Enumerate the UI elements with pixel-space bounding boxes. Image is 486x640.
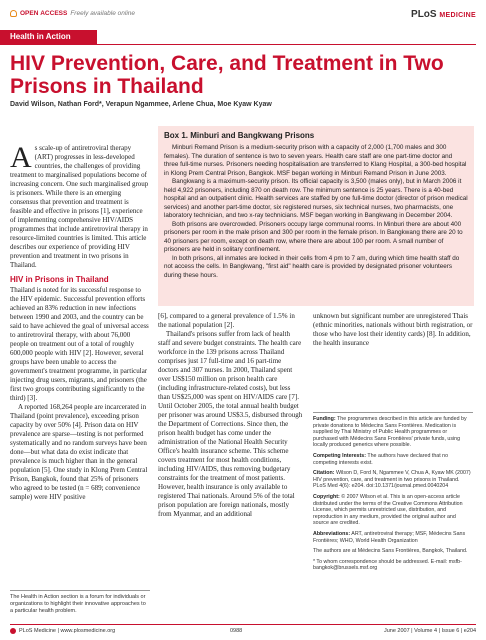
abbreviations-note: Abbreviations: ART, antiretroviral therapy; MSF, Médecins Sans Frontières; WHO, World Health Organization <box>313 530 466 544</box>
funding-note: Funding: The programmes described in this article are funded by private donations to Médecins Sans Frontières. Medication is supplied by Thai Ministry of Public Health programmes or purchased with Médecins Sans Frontières' private funds, using locally produced generics where possible. <box>313 416 467 449</box>
box-paragraph: In both prisons, all inmates are locked in their cells from 4 pm to 7 am, during which time health staff do not access the cells. In Bangkwang, "first aid" health care is provided by designated prisoner volunteers during these hours. <box>164 254 460 279</box>
article-title: HIV Prevention, Care, and Treatment in Two Prisons in Thailand <box>10 52 444 98</box>
box-paragraph: Minburi Remand Prison is a medium-security prison with a capacity of 2,000 (1,700 males and 300 females). The duration of sentence is two to seven years. Health care staff are one part-time doctor and three full-time nurses. Prisoners needing hospitalisation are transferred to Klang Hospital, a 300-bed hospital in Klong Prem Central Prison, Bangkok. MSF began working in Minburi Remand Prison in June 2003. <box>164 144 467 177</box>
affiliation-note: The authors are at Médecins Sans Frontières, Bangkok, Thailand. <box>313 548 468 555</box>
footer-issue-info: June 2007 | Volume 4 | Issue 6 | e204 <box>383 628 476 634</box>
intro-paragraph <box>10 141 150 270</box>
oa-access-text: ACCESS <box>40 10 68 17</box>
section-footnote: The Health in Action section is a forum for individuals or organizations to highlight their innovative approaches to a particular health problem. <box>10 590 150 615</box>
copyright-note: Copyright: © 2007 Wilson et al. This is an open-access article distributed under the terms of the Creative Commons Attribution License, which permits unrestricted use, distribution, and reproduction in any medium, provided the original author and source are credited. <box>313 493 463 527</box>
top-bar <box>10 10 476 24</box>
paragraph: Thailand's prisons suffer from lack of health staff and severe budget constraints. The health care workforce in the 139 prisons across Thailand comprises just 17 full-time and 16 part-time doctors and 307 nurses. In 2000, Thailand spent over US$150 million on prison health care (including infrastructure-related costs), but less than US$25,000 was spent on HIV/AIDS care [7]. Until October 2005, the total annual health budget per prisoner was around US$3.5, disbursed through the Department of Corrections. Since then, the prison health budget has come under the administration of the National Health Security Office's health insurance scheme. This scheme covers treatment for most health conditions, including HIV/AIDS, thus removing budgetary constraints for the treatment of most patients. However, health insurance is only available to registered Thai nationals. Around 5% of the total prison population are foreign nationals, mostly from Myanmar, and an additional <box>158 330 303 518</box>
article-authors: David Wilson, Nathan Ford*, Verapun Ngammee, Arlene Chua, Moe Kyaw Kyaw <box>10 101 272 108</box>
section-banner: Health in Action <box>0 30 97 45</box>
footer-left <box>10 628 115 634</box>
competing-interests-note: Competing Interests: The authors have declared that no competing interests exist. <box>313 452 449 466</box>
page-footer <box>10 624 476 634</box>
subhead-hiv-in-prisons: HIV in Prisons in Thailand <box>10 275 109 284</box>
plos-medicine-logo <box>411 9 476 20</box>
paragraph: [6], compared to a general prevalence of 1.5% in the national population [2]. <box>158 312 295 329</box>
plos-medicine-mini-icon <box>10 628 16 634</box>
banner-divider <box>97 44 476 45</box>
box-1-prisons <box>158 126 474 306</box>
box-paragraph: Bangkwang is a maximum-security prison. Its official capacity is 3,500 (males only), but in March 2006 it held 4,922 prisoners, including 870 on death row. The minimum sentence is 25 years. There is a 40-bed hospital and an outpatient clinic. Health services are staffed by one full-time doctor (director of prison medical services) and another part-time doctor, six registered nurses, six technical nurses, two pharmacists, one laboratory technician, and two x-ray technicians. MSF began working in Bangkwang in December 2004. <box>164 178 468 219</box>
column-2 <box>158 312 303 519</box>
box-paragraph: Both prisons are overcrowded. Prisoners occupy large communal rooms. In Minburi there are about 400 prisoners per room in the male prison and 300 per room in the female prison. In Bangkwang there are 20 to 40 prisoners per room, except on death row, where there are about 100 per room. A small number of prisoners are held in solitary confinement. <box>164 220 463 253</box>
paragraph: Thailand is noted for its successful response to the HIV epidemic. Successful prevention efforts achieved an 83% reduction in new infections between 1990 and 2003, and the country can be said to have achieved the goal of universal access to antiretroviral therapy, with about 76,000 people on treatment out of a total of roughly 600,000 people with HIV [2]. However, several groups have been unable to access the government's treatment programme, in particular injecting drug users, migrants, and prisoners (the first two groups contributing significantly to the third) [3]. <box>10 286 149 402</box>
oa-open-text: OPEN <box>20 10 39 17</box>
page-number: 0988 <box>230 628 243 634</box>
column-1 <box>10 141 150 502</box>
medicine-text: MEDICINE <box>439 12 476 19</box>
correspondence-note: * To whom correspondence should be addressed. E-mail: msfb-bangkok@brussels.msf.org <box>313 558 462 572</box>
paragraph: A reported 168,264 people are incarcerated in Thailand (point prevalence), exceeding prison capacity by over 50% [4]. Prison data on HIV prevalence are sparse—testing is not performed systematically and no random surveys have been done—but what data do exist indicate that prevalence is much higher than in the general population [5]. One study in Klong Prem Central Prison, Bangkok, found that 25% of prisoners who agreed to be tested (n = 689; convenience sample) were HIV positive <box>10 403 148 501</box>
article-info <box>313 412 473 576</box>
intro-text: s scale-up of antiretroviral therapy (ART) progresses in less-developed countries, the challenges of providing treatment to marginalised populations become of increasing concern. One such marginalised group is prisoners. While there is an emerging consensus that prevention and treatment is feasible and effective in prisons [1], experience of implementing comprehensive HIV/AIDS programmes that include antiretroviral therapy in resource-limited countries is limited. This article describes our experience of providing HIV prevention and treatment in two prisons in Thailand. <box>10 144 149 269</box>
box-title: Box 1. Minburi and Bangkwang Prisons <box>164 131 315 140</box>
paragraph: unknown but significant number are unregistered Thais (ethnic minorities, nationals without birth registration, or those who have lost their identity cards) [8]. In addition, the health insurance <box>313 312 473 347</box>
drop-cap: A <box>10 141 32 174</box>
open-access-lock-icon <box>10 10 17 17</box>
citation-note: Citation: Wilson D, Ford N, Ngammee V, Chua A, Kyaw MK (2007) HIV prevention, care, and treatment in two prisons in Thailand. PLoS Med 4(6): e204. doi:10.1371/journal.pmed.0040204 <box>313 470 471 490</box>
oa-free-text: Freely available online <box>70 10 136 17</box>
open-access-logo <box>10 10 135 17</box>
column-3 <box>313 312 473 348</box>
plos-text: PLoS <box>411 9 437 20</box>
footer-journal-url[interactable]: PLoS Medicine | www.plosmedicine.org <box>19 628 116 634</box>
